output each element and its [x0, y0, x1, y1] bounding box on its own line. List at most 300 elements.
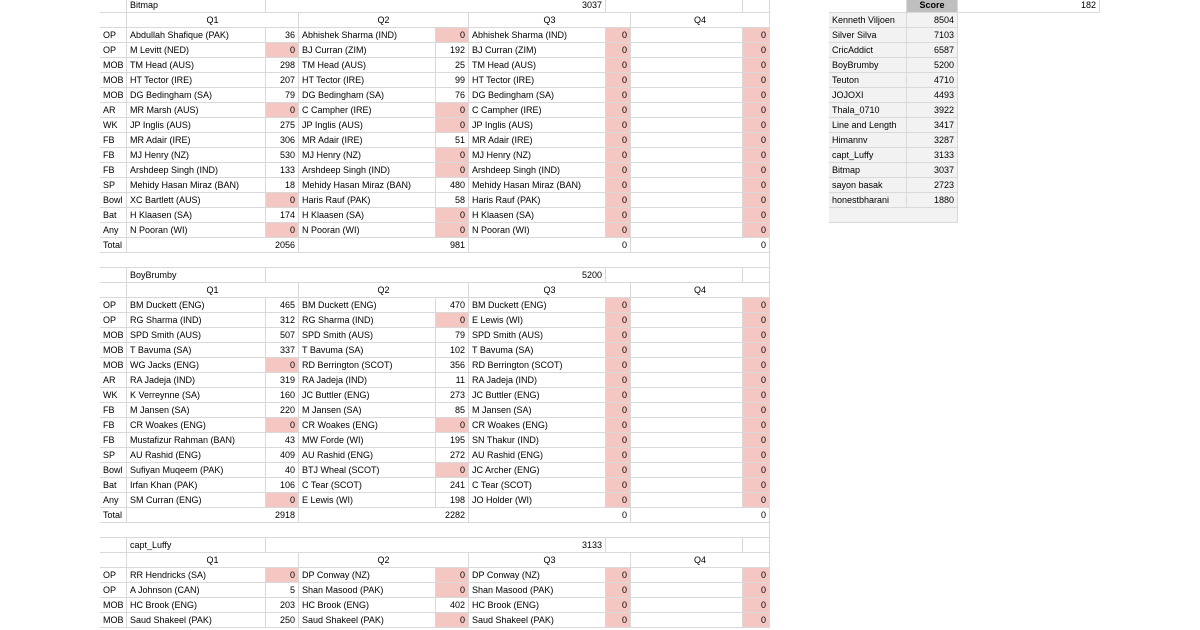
player-cell[interactable]: Saud Shakeel (PAK)	[469, 613, 606, 628]
score-cell[interactable]: 36	[266, 28, 299, 43]
blank-cell[interactable]	[606, 0, 743, 13]
player-cell[interactable]: N Pooran (WI)	[469, 223, 606, 238]
total-label[interactable]: Total	[100, 238, 127, 253]
quarter-total[interactable]: 0	[631, 508, 770, 523]
leaderboard-name[interactable]: Line and Length	[829, 118, 907, 133]
player-cell[interactable]: CR Woakes (ENG)	[469, 418, 606, 433]
score-cell[interactable]: 0	[743, 208, 770, 223]
quarter-header[interactable]: Q3	[469, 13, 631, 28]
blank-cell[interactable]	[631, 43, 743, 58]
player-cell[interactable]: H Klaasen (SA)	[299, 208, 436, 223]
position-cell[interactable]: Any	[100, 223, 127, 238]
player-cell[interactable]: HT Tector (IRE)	[469, 73, 606, 88]
score-cell[interactable]: 0	[743, 28, 770, 43]
score-cell[interactable]: 0	[606, 328, 631, 343]
score-cell[interactable]: 0	[266, 103, 299, 118]
blank-cell[interactable]	[631, 73, 743, 88]
score-cell[interactable]: 18	[266, 178, 299, 193]
blank-cell[interactable]	[631, 598, 743, 613]
score-cell[interactable]: 0	[436, 418, 469, 433]
position-cell[interactable]: MOB	[100, 343, 127, 358]
team-total-score[interactable]: 3133	[266, 538, 606, 553]
score-cell[interactable]: 0	[606, 448, 631, 463]
position-cell[interactable]: Bat	[100, 478, 127, 493]
score-cell[interactable]: 0	[606, 583, 631, 598]
player-cell[interactable]: BM Duckett (ENG)	[127, 298, 266, 313]
blank-cell[interactable]	[631, 388, 743, 403]
player-cell[interactable]: RR Hendricks (SA)	[127, 568, 266, 583]
player-cell[interactable]: SPD Smith (AUS)	[469, 328, 606, 343]
player-cell[interactable]: Haris Rauf (PAK)	[469, 193, 606, 208]
score-cell[interactable]: 0	[743, 133, 770, 148]
score-cell[interactable]: 0	[743, 193, 770, 208]
score-cell[interactable]: 0	[606, 28, 631, 43]
player-cell[interactable]: H Klaasen (SA)	[469, 208, 606, 223]
blank-cell[interactable]	[631, 478, 743, 493]
quarter-header[interactable]: Q1	[127, 283, 299, 298]
blank-cell[interactable]	[631, 613, 743, 628]
total-label[interactable]: Total	[100, 508, 127, 523]
player-cell[interactable]: RD Berrington (SCOT)	[469, 358, 606, 373]
position-cell[interactable]: WK	[100, 388, 127, 403]
position-cell[interactable]: AR	[100, 103, 127, 118]
score-cell[interactable]: 0	[606, 58, 631, 73]
player-cell[interactable]: T Bavuma (SA)	[469, 343, 606, 358]
player-cell[interactable]: Abdullah Shafique (PAK)	[127, 28, 266, 43]
score-cell[interactable]: 0	[606, 463, 631, 478]
player-cell[interactable]: Shan Masood (PAK)	[469, 583, 606, 598]
blank-cell[interactable]	[631, 28, 743, 43]
quarter-total[interactable]: 2282	[299, 508, 469, 523]
score-cell[interactable]: 470	[436, 298, 469, 313]
leaderboard-name[interactable]: CricAddict	[829, 43, 907, 58]
score-cell[interactable]: 195	[436, 433, 469, 448]
score-cell[interactable]: 306	[266, 133, 299, 148]
player-cell[interactable]: C Campher (IRE)	[469, 103, 606, 118]
player-cell[interactable]: CR Woakes (ENG)	[299, 418, 436, 433]
quarter-header[interactable]: Q1	[127, 13, 299, 28]
quarter-total[interactable]: 0	[469, 238, 631, 253]
score-cell[interactable]: 0	[743, 568, 770, 583]
score-cell[interactable]: 0	[606, 43, 631, 58]
position-cell[interactable]: OP	[100, 28, 127, 43]
blank-row[interactable]	[100, 253, 770, 268]
blank-cell[interactable]	[631, 118, 743, 133]
score-cell[interactable]: 0	[606, 133, 631, 148]
score-cell[interactable]: 85	[436, 403, 469, 418]
score-cell[interactable]: 0	[266, 193, 299, 208]
leaderboard-score[interactable]: 4710	[907, 73, 958, 88]
score-cell[interactable]: 0	[436, 148, 469, 163]
score-cell[interactable]: 275	[266, 118, 299, 133]
position-cell[interactable]: FB	[100, 133, 127, 148]
player-cell[interactable]: K Verreynne (SA)	[127, 388, 266, 403]
score-cell[interactable]: 0	[743, 403, 770, 418]
leaderboard-score[interactable]: 1880	[907, 193, 958, 208]
leaderboard-name[interactable]: BoyBrumby	[829, 58, 907, 73]
score-cell[interactable]: 0	[266, 493, 299, 508]
player-cell[interactable]: MW Forde (WI)	[299, 433, 436, 448]
player-cell[interactable]: DG Bedingham (SA)	[299, 88, 436, 103]
score-cell[interactable]: 0	[266, 568, 299, 583]
player-cell[interactable]: TM Head (AUS)	[299, 58, 436, 73]
player-cell[interactable]: AU Rashid (ENG)	[299, 448, 436, 463]
player-cell[interactable]: AU Rashid (ENG)	[127, 448, 266, 463]
score-cell[interactable]: 79	[436, 328, 469, 343]
player-cell[interactable]: Saud Shakeel (PAK)	[299, 613, 436, 628]
quarter-header[interactable]: Q2	[299, 13, 469, 28]
position-cell[interactable]: FB	[100, 403, 127, 418]
blank-cell[interactable]	[631, 223, 743, 238]
leaderboard-score[interactable]: 2723	[907, 178, 958, 193]
score-cell[interactable]: 0	[743, 448, 770, 463]
player-cell[interactable]: E Lewis (WI)	[469, 313, 606, 328]
blank-cell[interactable]	[100, 538, 127, 553]
player-cell[interactable]: RD Berrington (SCOT)	[299, 358, 436, 373]
score-cell[interactable]: 0	[266, 223, 299, 238]
player-cell[interactable]: RA Jadeja (IND)	[299, 373, 436, 388]
leaderboard-name[interactable]: sayon basak	[829, 178, 907, 193]
blank-cell[interactable]	[631, 208, 743, 223]
score-cell[interactable]: 102	[436, 343, 469, 358]
player-cell[interactable]: M Jansen (SA)	[299, 403, 436, 418]
player-cell[interactable]: DG Bedingham (SA)	[127, 88, 266, 103]
score-cell[interactable]: 0	[606, 73, 631, 88]
leaderboard-name[interactable]: Thala_0710	[829, 103, 907, 118]
player-cell[interactable]: MJ Henry (NZ)	[299, 148, 436, 163]
player-cell[interactable]: Arshdeep Singh (IND)	[299, 163, 436, 178]
player-cell[interactable]: M Levitt (NED)	[127, 43, 266, 58]
position-cell[interactable]: MOB	[100, 358, 127, 373]
score-cell[interactable]: 0	[743, 58, 770, 73]
score-cell[interactable]: 0	[743, 103, 770, 118]
blank-cell[interactable]	[631, 313, 743, 328]
quarter-header[interactable]: Q2	[299, 553, 469, 568]
position-cell[interactable]: OP	[100, 43, 127, 58]
player-cell[interactable]: DP Conway (NZ)	[469, 568, 606, 583]
player-cell[interactable]: JP Inglis (AUS)	[469, 118, 606, 133]
blank-cell[interactable]	[100, 268, 127, 283]
blank-cell[interactable]	[631, 178, 743, 193]
position-cell[interactable]: MOB	[100, 88, 127, 103]
player-cell[interactable]: RA Jadeja (IND)	[127, 373, 266, 388]
score-cell[interactable]: 480	[436, 178, 469, 193]
score-cell[interactable]: 40	[266, 463, 299, 478]
score-cell[interactable]: 356	[436, 358, 469, 373]
score-cell[interactable]: 0	[743, 148, 770, 163]
position-cell[interactable]: SP	[100, 448, 127, 463]
quarter-total[interactable]: 981	[299, 238, 469, 253]
score-cell[interactable]: 0	[606, 163, 631, 178]
player-cell[interactable]: SPD Smith (AUS)	[299, 328, 436, 343]
score-cell[interactable]: 0	[743, 463, 770, 478]
score-cell[interactable]: 0	[606, 358, 631, 373]
player-cell[interactable]: Irfan Khan (PAK)	[127, 478, 266, 493]
leaderboard-score[interactable]: 4493	[907, 88, 958, 103]
score-cell[interactable]: 0	[436, 163, 469, 178]
score-cell[interactable]: 79	[266, 88, 299, 103]
score-cell[interactable]: 0	[743, 613, 770, 628]
quarter-total[interactable]: 0	[469, 508, 631, 523]
score-cell[interactable]: 11	[436, 373, 469, 388]
score-cell[interactable]: 133	[266, 163, 299, 178]
team-total-score[interactable]: 5200	[266, 268, 606, 283]
position-cell[interactable]: MOB	[100, 58, 127, 73]
player-cell[interactable]: C Campher (IRE)	[299, 103, 436, 118]
position-cell[interactable]: Bowl	[100, 463, 127, 478]
position-cell[interactable]: Bat	[100, 208, 127, 223]
score-cell[interactable]: 0	[743, 223, 770, 238]
player-cell[interactable]: Mehidy Hasan Miraz (BAN)	[469, 178, 606, 193]
blank-cell[interactable]	[631, 133, 743, 148]
blank-cell[interactable]	[631, 328, 743, 343]
team-total-score[interactable]: 3037	[266, 0, 606, 13]
leaderboard-score[interactable]: 5200	[907, 58, 958, 73]
score-cell[interactable]: 43	[266, 433, 299, 448]
score-cell[interactable]: 409	[266, 448, 299, 463]
blank-cell[interactable]	[743, 0, 770, 13]
player-cell[interactable]: MJ Henry (NZ)	[127, 148, 266, 163]
player-cell[interactable]: MR Marsh (AUS)	[127, 103, 266, 118]
score-cell[interactable]: 0	[743, 343, 770, 358]
leaderboard-name[interactable]: Himannv	[829, 133, 907, 148]
score-cell[interactable]: 0	[606, 493, 631, 508]
player-cell[interactable]: HT Tector (IRE)	[299, 73, 436, 88]
score-cell[interactable]: 0	[743, 478, 770, 493]
quarter-header[interactable]: Q3	[469, 553, 631, 568]
score-cell[interactable]: 0	[743, 43, 770, 58]
score-cell[interactable]: 0	[743, 73, 770, 88]
player-cell[interactable]: BJ Curran (ZIM)	[299, 43, 436, 58]
player-cell[interactable]: SN Thakur (IND)	[469, 433, 606, 448]
player-cell[interactable]: A Johnson (CAN)	[127, 583, 266, 598]
score-cell[interactable]: 0	[606, 118, 631, 133]
score-cell[interactable]: 0	[606, 298, 631, 313]
player-cell[interactable]: TM Head (AUS)	[469, 58, 606, 73]
team-owner-name[interactable]: Bitmap	[127, 0, 266, 13]
position-cell[interactable]: Bowl	[100, 193, 127, 208]
score-cell[interactable]: 0	[606, 223, 631, 238]
player-cell[interactable]: Shan Masood (PAK)	[299, 583, 436, 598]
score-cell[interactable]: 0	[606, 433, 631, 448]
position-cell[interactable]: MOB	[100, 613, 127, 628]
position-cell[interactable]: MOB	[100, 73, 127, 88]
position-cell[interactable]: AR	[100, 373, 127, 388]
blank-cell[interactable]	[631, 583, 743, 598]
score-cell[interactable]: 0	[436, 568, 469, 583]
leaderboard-name[interactable]: honestbharani	[829, 193, 907, 208]
leaderboard-name[interactable]: Bitmap	[829, 163, 907, 178]
player-cell[interactable]: BJ Curran (ZIM)	[469, 43, 606, 58]
blank-cell[interactable]	[631, 163, 743, 178]
score-cell[interactable]: 0	[436, 118, 469, 133]
player-cell[interactable]: DG Bedingham (SA)	[469, 88, 606, 103]
quarter-total[interactable]: 0	[631, 238, 770, 253]
blank-cell[interactable]	[631, 298, 743, 313]
player-cell[interactable]: C Tear (SCOT)	[299, 478, 436, 493]
score-cell[interactable]: 0	[606, 103, 631, 118]
blank-cell[interactable]	[631, 88, 743, 103]
leaderboard-score[interactable]: 3922	[907, 103, 958, 118]
blank-cell[interactable]	[631, 373, 743, 388]
corner-value[interactable]: 182	[958, 0, 1100, 13]
position-cell[interactable]: OP	[100, 568, 127, 583]
score-cell[interactable]: 0	[606, 478, 631, 493]
blank-cell[interactable]	[606, 538, 743, 553]
player-cell[interactable]: SPD Smith (AUS)	[127, 328, 266, 343]
player-cell[interactable]: JC Archer (ENG)	[469, 463, 606, 478]
position-cell[interactable]: OP	[100, 298, 127, 313]
score-cell[interactable]: 0	[743, 418, 770, 433]
score-cell[interactable]: 0	[606, 598, 631, 613]
team-owner-name[interactable]: BoyBrumby	[127, 268, 266, 283]
player-cell[interactable]: HC Brook (ENG)	[299, 598, 436, 613]
score-cell[interactable]: 160	[266, 388, 299, 403]
score-cell[interactable]: 0	[266, 418, 299, 433]
score-cell[interactable]: 241	[436, 478, 469, 493]
score-cell[interactable]: 0	[743, 298, 770, 313]
score-cell[interactable]: 0	[606, 178, 631, 193]
player-cell[interactable]: Mehidy Hasan Miraz (BAN)	[127, 178, 266, 193]
position-cell[interactable]: FB	[100, 148, 127, 163]
player-cell[interactable]: C Tear (SCOT)	[469, 478, 606, 493]
blank-cell[interactable]	[631, 148, 743, 163]
leaderboard-name[interactable]: Silver Silva	[829, 28, 907, 43]
quarter-header[interactable]: Q3	[469, 283, 631, 298]
blank-cell[interactable]	[631, 343, 743, 358]
score-cell[interactable]: 0	[436, 223, 469, 238]
score-cell[interactable]: 76	[436, 88, 469, 103]
score-cell[interactable]: 51	[436, 133, 469, 148]
player-cell[interactable]: AU Rashid (ENG)	[469, 448, 606, 463]
player-cell[interactable]: BTJ Wheal (SCOT)	[299, 463, 436, 478]
quarter-header[interactable]: Q4	[631, 283, 770, 298]
score-cell[interactable]: 337	[266, 343, 299, 358]
player-cell[interactable]: M Jansen (SA)	[127, 403, 266, 418]
leaderboard-score[interactable]: 3287	[907, 133, 958, 148]
score-cell[interactable]: 0	[436, 463, 469, 478]
score-cell[interactable]: 465	[266, 298, 299, 313]
leaderboard-score[interactable]: 6587	[907, 43, 958, 58]
score-cell[interactable]: 0	[743, 358, 770, 373]
player-cell[interactable]: WG Jacks (ENG)	[127, 358, 266, 373]
score-cell[interactable]: 319	[266, 373, 299, 388]
player-cell[interactable]: Mustafizur Rahman (BAN)	[127, 433, 266, 448]
blank-cell[interactable]	[631, 448, 743, 463]
blank-cell[interactable]	[631, 193, 743, 208]
player-cell[interactable]: MR Adair (IRE)	[469, 133, 606, 148]
score-cell[interactable]: 203	[266, 598, 299, 613]
position-cell[interactable]: OP	[100, 313, 127, 328]
player-cell[interactable]: HC Brook (ENG)	[469, 598, 606, 613]
leaderboard-name[interactable]: Kenneth Viljoen	[829, 13, 907, 28]
player-cell[interactable]: M Jansen (SA)	[469, 403, 606, 418]
quarter-total[interactable]: 2918	[127, 508, 299, 523]
player-cell[interactable]: MJ Henry (NZ)	[469, 148, 606, 163]
blank-cell[interactable]	[631, 463, 743, 478]
player-cell[interactable]: Haris Rauf (PAK)	[299, 193, 436, 208]
player-cell[interactable]: RA Jadeja (IND)	[469, 373, 606, 388]
score-cell[interactable]: 0	[606, 568, 631, 583]
leaderboard-score[interactable]: 3417	[907, 118, 958, 133]
score-cell[interactable]: 0	[743, 373, 770, 388]
score-cell[interactable]: 530	[266, 148, 299, 163]
score-cell[interactable]: 0	[743, 118, 770, 133]
player-cell[interactable]: T Bavuma (SA)	[299, 343, 436, 358]
leaderboard-name[interactable]: Teuton	[829, 73, 907, 88]
player-cell[interactable]: XC Bartlett (AUS)	[127, 193, 266, 208]
score-cell[interactable]: 0	[436, 28, 469, 43]
position-cell[interactable]: OP	[100, 583, 127, 598]
player-cell[interactable]: N Pooran (WI)	[299, 223, 436, 238]
player-cell[interactable]: BM Duckett (ENG)	[299, 298, 436, 313]
quarter-header[interactable]: Q4	[631, 13, 770, 28]
score-cell[interactable]: 0	[606, 313, 631, 328]
leaderboard-score[interactable]: 3037	[907, 163, 958, 178]
player-cell[interactable]: MR Adair (IRE)	[127, 133, 266, 148]
player-cell[interactable]: Abhishek Sharma (IND)	[299, 28, 436, 43]
player-cell[interactable]: H Klaasen (SA)	[127, 208, 266, 223]
score-cell[interactable]: 198	[436, 493, 469, 508]
player-cell[interactable]: TM Head (AUS)	[127, 58, 266, 73]
player-cell[interactable]: JO Holder (WI)	[469, 493, 606, 508]
score-cell[interactable]: 0	[743, 583, 770, 598]
score-cell[interactable]: 0	[743, 388, 770, 403]
score-cell[interactable]: 0	[436, 613, 469, 628]
score-cell[interactable]: 507	[266, 328, 299, 343]
score-cell[interactable]: 0	[606, 208, 631, 223]
player-cell[interactable]: CR Woakes (ENG)	[127, 418, 266, 433]
player-cell[interactable]: Sufiyan Muqeem (PAK)	[127, 463, 266, 478]
position-cell[interactable]: FB	[100, 418, 127, 433]
score-cell[interactable]: 272	[436, 448, 469, 463]
blank-cell[interactable]	[100, 283, 127, 298]
score-cell[interactable]: 0	[606, 373, 631, 388]
player-cell[interactable]: JC Buttler (ENG)	[299, 388, 436, 403]
score-cell[interactable]: 0	[606, 418, 631, 433]
player-cell[interactable]: RG Sharma (IND)	[127, 313, 266, 328]
leaderboard-header[interactable]: Score	[907, 0, 958, 13]
blank-cell[interactable]	[631, 103, 743, 118]
score-cell[interactable]: 58	[436, 193, 469, 208]
quarter-header[interactable]: Q4	[631, 553, 770, 568]
score-cell[interactable]: 0	[743, 433, 770, 448]
position-cell[interactable]: MOB	[100, 328, 127, 343]
team-owner-name[interactable]: capt_Luffy	[127, 538, 266, 553]
player-cell[interactable]: RG Sharma (IND)	[299, 313, 436, 328]
player-cell[interactable]: SM Curran (ENG)	[127, 493, 266, 508]
leaderboard-name[interactable]: JOJOXI	[829, 88, 907, 103]
score-cell[interactable]: 192	[436, 43, 469, 58]
position-cell[interactable]: SP	[100, 178, 127, 193]
player-cell[interactable]: Abhishek Sharma (IND)	[469, 28, 606, 43]
score-cell[interactable]: 106	[266, 478, 299, 493]
player-cell[interactable]: N Pooran (WI)	[127, 223, 266, 238]
blank-cell[interactable]	[631, 403, 743, 418]
blank-cell[interactable]	[743, 268, 770, 283]
blank-cell[interactable]	[631, 358, 743, 373]
player-cell[interactable]: JP Inglis (AUS)	[127, 118, 266, 133]
player-cell[interactable]: DP Conway (NZ)	[299, 568, 436, 583]
score-cell[interactable]: 207	[266, 73, 299, 88]
score-cell[interactable]: 0	[266, 358, 299, 373]
blank-cell[interactable]	[631, 568, 743, 583]
position-cell[interactable]: Any	[100, 493, 127, 508]
blank-cell[interactable]	[100, 553, 127, 568]
quarter-total[interactable]: 2056	[127, 238, 299, 253]
score-cell[interactable]: 0	[436, 583, 469, 598]
leaderboard-score[interactable]: 3133	[907, 148, 958, 163]
